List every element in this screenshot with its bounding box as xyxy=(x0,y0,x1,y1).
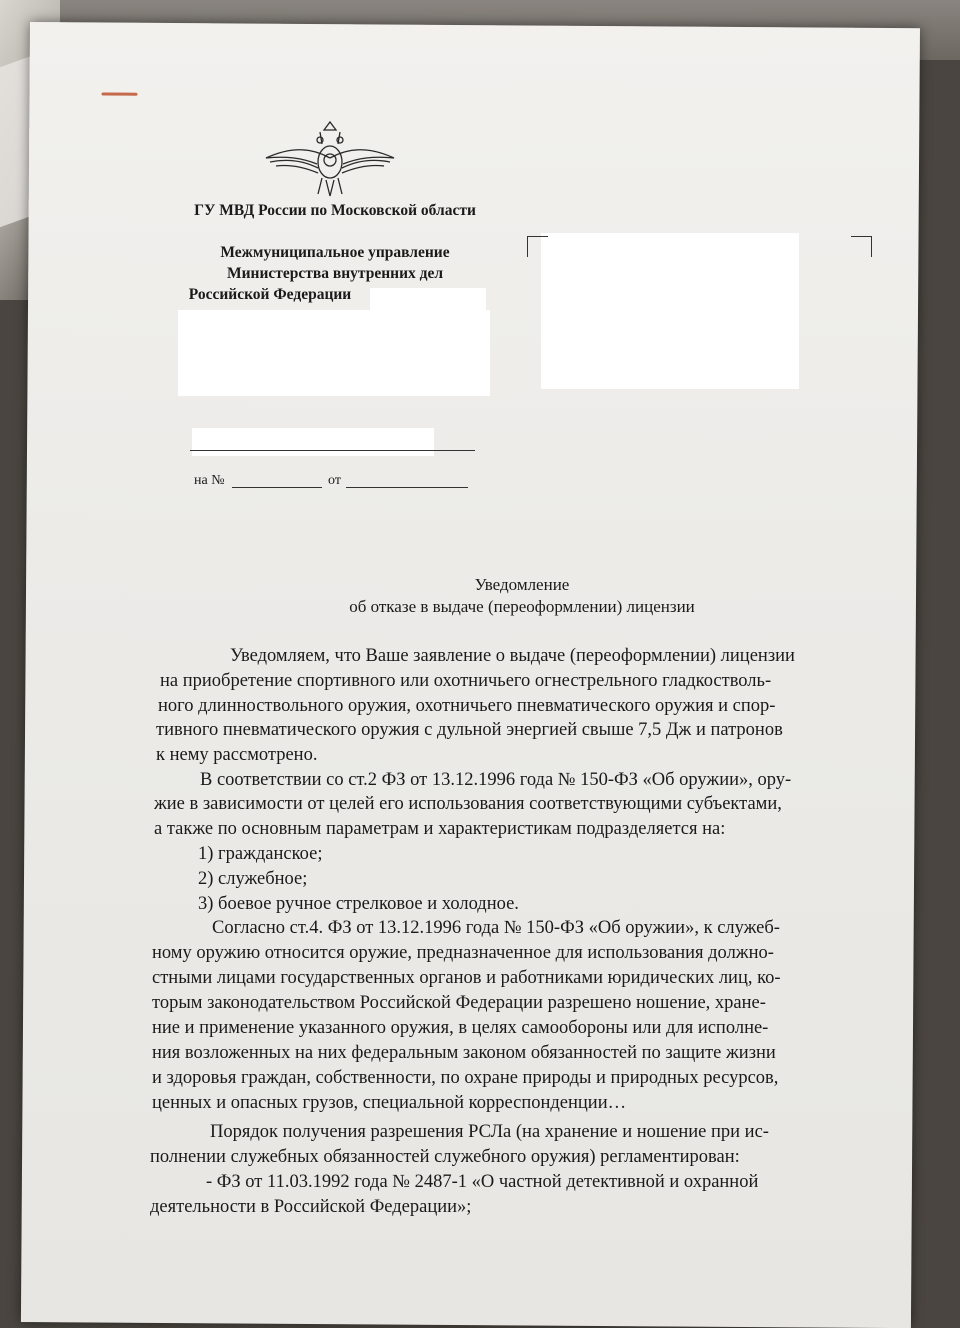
body-line: деятельности в Российской Федерации»; xyxy=(150,1197,472,1217)
body-line: ного длинноствольного оружия, охотничьего пневматического оружия и спор- xyxy=(158,696,776,716)
list-item: 2) служебное; xyxy=(198,869,308,889)
body-line: торым законодательством Российской Федерации разрешено ношение, хране- xyxy=(152,993,766,1013)
ministry-name: ГУ МВД России по Московской области xyxy=(194,202,476,219)
reference-number-label: на № xyxy=(194,473,225,488)
body-line: на приобретение спортивного или охотничьего огнестрельного гладкостволь- xyxy=(160,671,772,691)
reference-date-line xyxy=(346,487,468,488)
body-line: Уведомляем, что Ваше заявление о выдаче (переоформлении) лицензии xyxy=(230,646,795,666)
outgoing-number-line xyxy=(190,450,475,451)
address-corner-left xyxy=(527,236,548,257)
department-line-1: Межмуниципальное управление xyxy=(220,244,450,261)
body-line: Согласно ст.4. ФЗ от 13.12.1996 года № 150-ФЗ «Об оружии», к служеб- xyxy=(212,918,780,938)
body-line: и здоровья граждан, собственности, по охране природы и природных ресурсов, xyxy=(152,1068,779,1088)
body-line: В соответствии со ст.2 ФЗ от 13.12.1996 года № 150-ФЗ «Об оружии», ору- xyxy=(200,770,792,790)
body-line: полнении служебных обязанностей служебного оружия) регламентирован: xyxy=(150,1147,740,1167)
body-line: тивного пневматического оружия с дульной энергией свыше 7,5 Дж и патронов xyxy=(156,720,783,740)
department-line-2: Министерства внутренних дел xyxy=(226,265,444,282)
address-corner-right xyxy=(851,236,872,257)
redaction-box xyxy=(541,233,799,389)
body-line: ценных и опасных грузов, специальной корреспонденции… xyxy=(152,1093,627,1113)
document-title: Уведомление xyxy=(474,575,570,594)
body-line: - ФЗ от 11.03.1992 года № 2487-1 «О частной детективной и охранной xyxy=(206,1172,759,1192)
redaction-box xyxy=(178,310,490,396)
body-line: ному оружию относится оружие, предназначенное для использования должно- xyxy=(152,943,774,963)
list-item: 3) боевое ручное стрелковое и холодное. xyxy=(198,894,519,914)
body-line: а также по основным параметрам и характеристикам подразделяется на: xyxy=(154,819,726,839)
department-line-3: Российской Федерации xyxy=(188,286,352,303)
eagle-emblem-icon xyxy=(262,118,398,200)
body-line: ния возложенных на них федеральным законом обязанностей по защите жизни xyxy=(152,1043,776,1063)
redaction-box xyxy=(370,288,486,312)
body-line: Порядок получения разрешения РСЛа (на хранение и ношение при ис- xyxy=(210,1122,769,1142)
reference-date-label: от xyxy=(328,473,341,488)
body-line: к нему рассмотрено. xyxy=(156,745,318,765)
redaction-box xyxy=(192,428,434,456)
list-item: 1) гражданское; xyxy=(198,844,323,864)
body-line: стными лицами государственных органов и работниками юридических лиц, ко- xyxy=(152,968,781,988)
reference-number-line xyxy=(232,487,322,488)
document-subtitle: об отказе в выдаче (переоформлении) лицензии xyxy=(349,597,695,616)
staple-mark xyxy=(101,93,137,96)
body-line: жие в зависимости от целей его использования соответствующими субъектами, xyxy=(154,794,782,814)
body-line: ние и применение указанного оружия, в целях самообороны или для исполне- xyxy=(152,1018,769,1038)
